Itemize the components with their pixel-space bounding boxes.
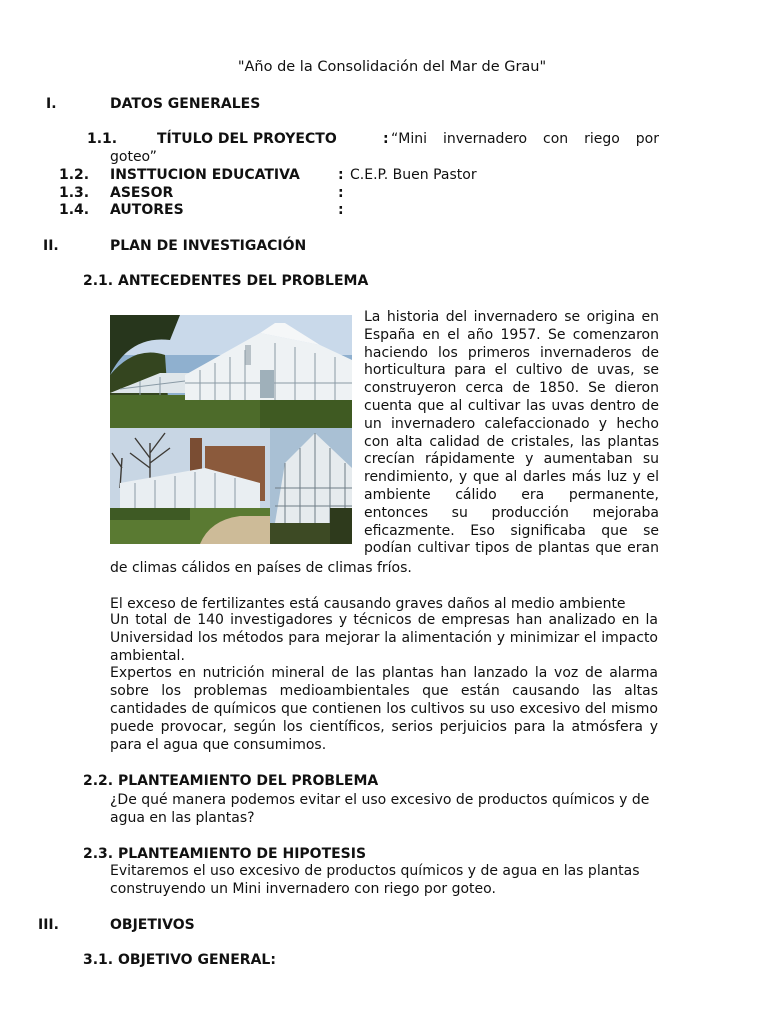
section-1-title: DATOS GENERALES [110, 96, 261, 112]
background-line: cuenta que al cultivar las uvas dentro de [364, 397, 659, 414]
subsection-2-1-title: 2.1. ANTECEDENTES DEL PROBLEMA [83, 273, 369, 289]
item-1-1-label: TÍTULO DEL PROYECTO [157, 131, 337, 147]
problem-statement-line1: ¿De qué manera podemos evitar el uso excesivo de productos químicos y de [110, 792, 650, 808]
greenhouse-photo-bottom-left [110, 428, 270, 544]
greenhouse-photo-bottom-right [270, 428, 352, 544]
item-1-2-separator: : [338, 167, 344, 183]
background-line: entonces su producción mejoraba [364, 504, 659, 521]
item-1-3-label: ASESOR [110, 185, 174, 201]
item-1-4-separator: : [338, 202, 344, 218]
background-line: eficazmente. Eso significaba que se [364, 522, 659, 539]
item-1-3-number: 1.3. [59, 185, 90, 201]
item-1-1-number: 1.1. [87, 131, 118, 147]
item-1-2-label: INSTTUCION EDUCATIVA [110, 167, 300, 183]
background-paragraph-end: de climas cálidos en países de climas fríos. [110, 560, 412, 576]
section-3-number: III. [38, 917, 59, 933]
fertilizer-paragraph: El exceso de fertilizantes está causando graves daños al medio ambiente [110, 596, 626, 612]
experts-text: Expertos en nutrición mineral de las plantas han lanzado la voz de alarma sobre los problemas medioambientales que están causando las altas cantidades de químicos que contienen los cultivos su uso excesivo del mismo puede provocar, según los científicos, serios perjuicios para la atmósfera y para el agua que consumimos. [110, 665, 658, 753]
background-line: haciendo los primeros invernaderos de [364, 344, 659, 361]
subsection-3-1-title: 3.1. OBJETIVO GENERAL: [83, 952, 276, 968]
background-line: ambiente cálido era permanente, [364, 486, 659, 503]
background-line: España en el año 1957. Se comenzaron [364, 326, 659, 343]
section-1-number: I. [46, 96, 57, 112]
item-1-3-separator: : [338, 185, 344, 201]
item-1-4-label: AUTORES [110, 202, 184, 218]
section-2-title: PLAN DE INVESTIGACIÓN [110, 238, 307, 254]
background-paragraph-wrapped [364, 309, 659, 558]
greenhouse-photo-top [110, 315, 352, 428]
researchers-paragraph [110, 612, 658, 754]
background-line: construyeron cerca de 1850. Se dieron [364, 380, 659, 397]
item-1-1-value-continued: goteo” [110, 149, 157, 165]
problem-statement-line2: agua en las plantas? [110, 810, 255, 826]
hypothesis-line2: construyendo un Mini invernadero con riego por goteo. [110, 881, 496, 897]
researchers-text: Un total de 140 investigadores y técnicos de empresas han analizado en la Universidad los métodos para mejorar la alimentación y minimizar el impacto ambiental. [110, 612, 658, 664]
section-3-title: OBJETIVOS [110, 917, 195, 933]
background-line: un invernadero calefaccionado y hecho [364, 415, 659, 432]
item-1-2-value: C.E.P. Buen Pastor [350, 167, 477, 183]
subsection-2-3-title: 2.3. PLANTEAMIENTO DE HIPOTESIS [83, 846, 367, 862]
item-1-2-number: 1.2. [59, 167, 90, 183]
background-line: podían cultivar tipos de plantas que eran [364, 540, 659, 557]
background-line: crecían rápidamente y aumentaban su [364, 451, 659, 468]
background-line: con alta calidad de cristales, las plantas [364, 433, 659, 450]
item-1-1-separator: : [383, 131, 389, 147]
item-1-4-number: 1.4. [59, 202, 90, 218]
background-line: La historia del invernadero se origina en [364, 309, 659, 325]
document-title: "Año de la Consolidación del Mar de Grau" [237, 59, 547, 75]
section-2-number: II. [43, 238, 59, 254]
subsection-2-2-title: 2.2. PLANTEAMIENTO DEL PROBLEMA [83, 773, 379, 789]
background-line: horticultura para el cultivo de uvas, se [364, 362, 659, 379]
background-line: rendimiento, y que al darles más luz y el [364, 469, 659, 486]
item-1-1-value: “Mini invernadero con riego por [391, 131, 659, 147]
hypothesis-line1: Evitaremos el uso excesivo de productos químicos y de agua en las plantas [110, 863, 640, 879]
